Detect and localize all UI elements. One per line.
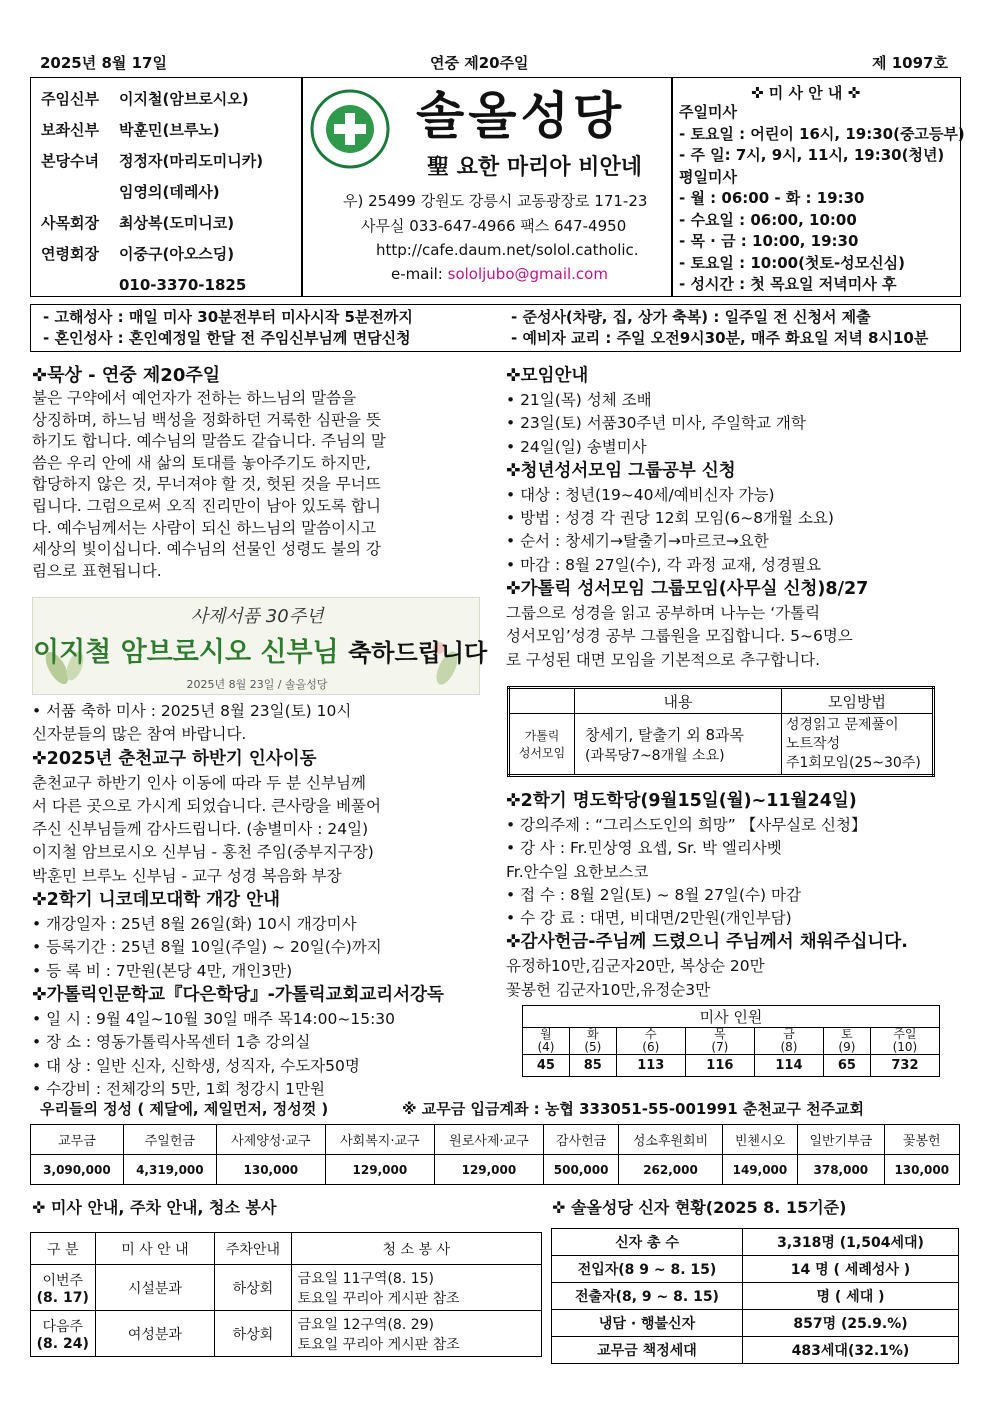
clergy-row — [41, 146, 301, 177]
mass-line: - 성시간 : 첫 목요일 저녁미사 후 — [679, 275, 897, 293]
service-head: 청 소 봉 사 — [291, 1233, 541, 1265]
left-line: • 일 시 : 9월 4일~10월 30일 매주 목14:00~15:30 — [32, 1009, 396, 1028]
attendance-day — [823, 1028, 870, 1055]
offering-head: 주일헌금 — [123, 1125, 216, 1155]
meditation-line: 립니다. 그럼으로써 오직 진리만이 남아 있도록 합니 — [32, 496, 381, 515]
meditation-line: 세상의 빛이십니다. 예수님의 선물인 성령도 불의 강 — [32, 540, 381, 559]
clergy-role: 주임신부 — [41, 90, 99, 108]
offering-value: 262,000 — [619, 1155, 722, 1185]
mass-line: 주일미사 — [679, 103, 737, 121]
right-mid-heading: ✜감사헌금-주님께 드렸으니 주님께서 채워주십니다. — [506, 932, 908, 953]
attendance-title: 미사 인원 — [523, 1006, 940, 1028]
offering-value: 3,090,000 — [31, 1155, 124, 1185]
right-top-line: • 마감 : 8월 27일(수), 각 과정 교재, 성경필요 — [506, 555, 821, 574]
clergy-role: 사목회장 — [41, 214, 99, 232]
clean-line: 금요일 11구역(8. 15) — [297, 1270, 434, 1287]
right-top-line: • 대상 : 청년(19~40세/예비신자 가능) — [506, 485, 775, 504]
offering-value: 130,000 — [884, 1155, 959, 1185]
right-announcements — [506, 364, 956, 672]
banner-sub: 2025년 8월 23일 / 솔올성당 — [186, 678, 328, 691]
right-top-heading: ✜가톨릭 성서모임 그룹모임(사무실 신청)8/27 — [506, 579, 869, 600]
banner-congrats: 축하드립니다 — [348, 639, 488, 667]
left-line: • 수강비 : 전체강의 5만, 1회 청강시 1만원 — [32, 1079, 325, 1098]
mass-line: - 월 : 06:00 - 화 : 19:30 — [679, 189, 865, 207]
clean-line: 토요일 꾸리아 게시판 참조 — [297, 1290, 460, 1307]
offering-title: 우리들의 정성 ( 제달에, 제일먼저, 정성껏 ) — [40, 1100, 329, 1118]
clergy-role: 보좌신부 — [41, 121, 99, 139]
service-title: ✜ 미사 안내, 주차 안내, 청소 봉사 — [32, 1198, 277, 1217]
right-mid-line: • 수 강 료 : 대면, 비대면/2만원(개인부담) — [506, 909, 792, 928]
clergy-name: 정정자(마리도미니카) — [119, 152, 264, 170]
day-name: 화 — [587, 1027, 599, 1041]
offering-value: 4,319,000 — [123, 1155, 216, 1185]
day-name: 금 — [783, 1027, 795, 1041]
left-line: • 개강일자 : 25년 8월 26일(화) 10시 개강미사 — [32, 915, 357, 934]
attendance-count: 65 — [823, 1055, 870, 1077]
clergy-row — [41, 239, 301, 270]
offering-head: 성소후원회비 — [619, 1125, 722, 1155]
meditation-line: 씀은 우리 안에 새 삶의 토대를 놓아주기도 하지만, — [32, 453, 371, 472]
mass-title: ✜ 미 사 안 내 ✜ — [751, 84, 861, 102]
clergy-name: 이지철(암브로시오) — [119, 90, 249, 108]
members-row — [552, 1229, 959, 1256]
email-label: e-mail: — [391, 265, 443, 283]
meditation-text — [32, 388, 480, 582]
mass-line: - 토요일 : 어린이 16시, 19:30(중고등부) — [679, 124, 965, 143]
clergy-row — [41, 84, 301, 115]
day-date: (7) — [711, 1040, 729, 1054]
offering-table — [30, 1124, 960, 1185]
members-key: 전입자(8 9 ~ 8. 15) — [552, 1256, 743, 1283]
notice-confession: - 고해성사 : 매일 미사 30분전부터 미사시작 5분전까지 — [43, 308, 413, 326]
clean-line: 토요일 꾸리아 게시판 참조 — [297, 1336, 460, 1353]
members-table — [551, 1228, 959, 1364]
attendance-count: 45 — [523, 1055, 570, 1077]
table-row-content: 창세기, 탈출기 외 8과목 (과목당7~8개월 소요) — [575, 714, 782, 776]
clergy-row — [41, 115, 301, 146]
service-row — [31, 1311, 542, 1357]
members-key: 전출자(8, 9 ~ 8. 15) — [552, 1283, 743, 1310]
right-top-heading: ✜청년성서모임 그룹공부 신청 — [506, 460, 736, 481]
clergy-role: 연령회장 — [41, 245, 99, 263]
clergy-list — [41, 84, 301, 301]
day-name: 월 — [540, 1027, 552, 1041]
banner-priest-name: 이지철 암브로시오 신부님 — [33, 637, 339, 668]
service-parking: 하상회 — [215, 1265, 291, 1311]
right-mid-line: 유정하10만,김군자20만, 복상순 20만 — [506, 957, 765, 976]
offering-head: 사제양성·교구 — [216, 1125, 325, 1155]
left-line: 춘천교구 하반기 인사 이동에 따라 두 분 신부님께 — [32, 773, 366, 792]
service-head: 구 분 — [31, 1233, 96, 1265]
service-cleaning — [291, 1265, 541, 1311]
service-week — [31, 1265, 96, 1311]
left-line: 이지철 암브로시오 신부님 - 홍천 주임(중부지구장) — [32, 843, 374, 862]
right-top-line: 성서모임’성경 공부 그룹원을 모집합니다. 5~6명으 — [506, 627, 853, 646]
day-name: 수 — [644, 1027, 657, 1041]
right-top-heading: ✜모임안내 — [506, 366, 589, 386]
meditation-line: 다. 예수님께서는 사람이 되신 하느님의 말씀이시고 — [32, 518, 376, 537]
banner-top: 사제서품 30주년 — [190, 606, 324, 627]
right-mid-line: • 강의주제 : “그리스도인의 희망” 【사무실로 신청】 — [506, 816, 867, 834]
attendance-day — [523, 1028, 570, 1055]
members-row — [552, 1310, 959, 1337]
left-line: 주신 신부님들께 감사드립니다. (송별미사 : 24일) — [32, 820, 369, 839]
issue-number: 제 1097호 — [872, 54, 948, 72]
attendance-day — [569, 1028, 616, 1055]
members-value: 483세대(32.1%) — [743, 1337, 959, 1364]
offering-head: 감사헌금 — [543, 1125, 618, 1155]
attendance-count: 116 — [685, 1055, 754, 1077]
week-label: 다음주 — [42, 1318, 84, 1335]
right-top-line: • 21일(목) 성체 조배 — [506, 391, 652, 409]
members-key: 신자 총 수 — [552, 1229, 743, 1256]
members-value: 명 ( 세대 ) — [743, 1283, 959, 1310]
offering-head: 원로사제·교구 — [434, 1125, 543, 1155]
attendance-count: 85 — [569, 1055, 616, 1077]
banner-main — [33, 630, 488, 669]
offering-value: 129,000 — [325, 1155, 434, 1185]
ordination-banner — [32, 597, 488, 695]
day-date: (8) — [780, 1040, 798, 1054]
right-mid-line: 꽃봉헌 김군자10만,유정순3만 — [506, 980, 711, 999]
sacrament-notices — [30, 304, 961, 352]
members-value: 3,318명 (1,504세대) — [743, 1229, 959, 1256]
church-email[interactable] — [391, 263, 608, 285]
offering-value: 378,000 — [798, 1155, 884, 1185]
left-line: 서 다른 곳으로 가시게 되었습니다. 큰사랑을 베풀어 — [32, 796, 381, 815]
members-value: 857명 (25.9.%) — [743, 1310, 959, 1337]
attendance-count: 732 — [870, 1055, 939, 1077]
right-mid-line: • 강 사 : Fr.민상영 요셉, Sr. 박 엘리사벳 — [506, 839, 782, 858]
service-head: 주차안내 — [215, 1233, 291, 1265]
clergy-name: 임영의(데레사) — [119, 183, 220, 201]
clean-line: 금요일 12구역(8. 29) — [297, 1316, 434, 1333]
left-line: • 등 록 비 : 7만원(본당 4만, 개인3만) — [32, 961, 293, 980]
notice-marriage: - 혼인성사 : 혼인예정일 한달 전 주임신부님께 면담신청 — [43, 329, 411, 347]
table-row-label: 가톨릭 성서모임 — [509, 714, 575, 776]
offering-value: 129,000 — [434, 1155, 543, 1185]
masthead — [30, 77, 965, 297]
right-mid-heading: ✜2학기 명도학당(9월15일(월)~11월24일) — [506, 791, 857, 811]
meditation-line: 불은 구약에서 예언자가 전하는 하느님의 말씀을 — [32, 389, 357, 407]
patron-saint: 聖 요한 마리아 비안네 — [427, 155, 642, 180]
church-name: 솔올성당 — [416, 87, 626, 145]
left-heading: ✜2학기 니코데모대학 개강 안내 — [32, 890, 280, 911]
service-mass: 여성분과 — [95, 1311, 215, 1357]
offering-head: 사회복지·교구 — [325, 1125, 434, 1155]
service-week — [31, 1311, 96, 1357]
left-line: 박훈민 브루노 신부님 - 교구 성경 복음화 부장 — [32, 866, 342, 885]
meditation-line: 하기도 합니다. 예수님의 말씀도 같습니다. 주님의 말 — [32, 432, 386, 451]
week-label: 이번주 — [42, 1272, 84, 1289]
members-row — [552, 1337, 959, 1364]
right-top-line: 로 구성된 대면 모임을 기본적으로 추구합니다. — [506, 650, 821, 669]
church-phone: 사무실 033-647-4966 팩스 647-4950 — [361, 217, 627, 235]
clergy-row — [41, 208, 301, 239]
offering-head: 빈첸시오 — [722, 1125, 797, 1155]
service-table — [30, 1232, 542, 1357]
church-logo — [309, 88, 391, 170]
day-name: 주일 — [893, 1027, 917, 1041]
right-mid-line: Fr.안수일 요한보스코 — [506, 862, 649, 881]
meditation-title: ✜묵상 - 연중 제20주일 — [32, 365, 221, 386]
clergy-name: 010-3370-1825 — [119, 276, 247, 294]
day-date: (5) — [584, 1040, 602, 1054]
service-mass: 시설분과 — [95, 1265, 215, 1311]
table-head-content: 내용 — [575, 688, 782, 714]
service-cleaning — [291, 1311, 541, 1357]
right-mid-line: • 접 수 : 8월 2일(토) ~ 8월 27일(수) 마감 — [506, 885, 801, 904]
right-top-line: • 순서 : 창세기→탈출기→마르코→요한 — [506, 532, 769, 551]
members-key: 냉담 · 행불신자 — [552, 1310, 743, 1337]
notice-catechumen: - 예비자 교리 : 주일 오전9시30분, 매주 화요일 저녁 8시10분 — [511, 329, 929, 347]
members-value: 14 명 ( 세례성사 ) — [743, 1256, 959, 1283]
offering-value: 500,000 — [543, 1155, 618, 1185]
offering-value: 149,000 — [722, 1155, 797, 1185]
left-line: • 장 소 : 영동가톨릭사목센터 1층 강의실 — [32, 1033, 311, 1052]
mass-line: - 토요일 : 10:00(첫토-성모신심) — [679, 253, 905, 272]
service-parking: 하상회 — [215, 1311, 291, 1357]
attendance-day — [685, 1028, 754, 1055]
offering-value: 130,000 — [216, 1155, 325, 1185]
attendance-day — [616, 1028, 685, 1055]
attendance-count: 114 — [754, 1055, 823, 1077]
day-date: (4) — [537, 1040, 555, 1054]
attendance-day — [870, 1028, 939, 1055]
members-title: ✜ 솔올성당 신자 현황(2025 8. 15기준) — [552, 1198, 847, 1217]
members-key: 교무금 책정세대 — [552, 1337, 743, 1364]
table-row-method: 성경읽고 문제풀이 노트작성 주1회모임(25~30주) — [782, 714, 934, 776]
clergy-role: 본당수녀 — [41, 152, 99, 170]
mass-line: - 주 일: 7시, 9시, 11시, 19:30(청년) — [679, 146, 945, 164]
left-heading: ✜2025년 춘천교구 하반기 인사이동 — [32, 748, 317, 769]
service-row — [31, 1265, 542, 1311]
day-name: 목 — [714, 1027, 726, 1041]
week-date: (8. 17) — [36, 1289, 89, 1306]
table-head-method: 모임방법 — [782, 688, 934, 714]
mass-schedule — [679, 102, 965, 296]
clergy-name: 박훈민(브루노) — [119, 121, 220, 139]
mass-line: - 수요일 : 06:00, 10:00 — [679, 210, 857, 229]
members-row — [552, 1256, 959, 1283]
mass-attendance-table — [522, 1005, 940, 1077]
offering-head: 일반기부금 — [798, 1125, 884, 1155]
service-head: 미 사 안 내 — [95, 1233, 215, 1265]
issue-date: 2025년 8월 17일 — [40, 54, 167, 72]
liturgical-week: 연중 제20주일 — [430, 54, 529, 72]
left-line: 신자분들의 많은 참여 바랍니다. — [32, 725, 247, 744]
day-date: (6) — [642, 1040, 660, 1054]
clergy-row — [41, 270, 301, 301]
day-date: (9) — [838, 1040, 856, 1054]
meditation-line: 림으로 표현됩니다. — [32, 561, 162, 580]
email-address[interactable]: sololjubo@gmail.com — [447, 265, 608, 283]
meditation-line: 합당하지 않은 것, 무너져야 할 것, 헛된 것을 무너뜨 — [32, 475, 381, 494]
members-row — [552, 1283, 959, 1310]
offering-head: 교무금 — [31, 1125, 124, 1155]
right-top-line: • 23일(토) 서품30주년 미사, 주일학교 개학 — [506, 414, 806, 433]
offering-head: 꽃봉헌 — [884, 1125, 959, 1155]
clergy-row — [41, 177, 301, 208]
mass-line: - 목 · 금 : 10:00, 19:30 — [679, 232, 859, 250]
right-top-line: 그룹으로 성경을 읽고 공부하며 나누는 ‘가톨릭 — [506, 604, 821, 623]
attendance-count: 113 — [616, 1055, 685, 1077]
offering-account: ※ 교무금 입금계좌 : 농협 333051-55-001991 춘천교구 천주교회 — [402, 1100, 865, 1118]
day-name: 토 — [841, 1027, 853, 1041]
clergy-name: 최상복(도미니코) — [119, 214, 235, 232]
right-announcements-2 — [506, 789, 956, 1002]
clergy-name: 이중구(아오스딩) — [119, 245, 235, 263]
day-date: (10) — [892, 1040, 918, 1054]
left-heading: ✜가톨릭인문학교『다은학당』-가톨릭교회교리서강독 — [32, 984, 444, 1005]
left-line: • 대 상 : 일반 신자, 신학생, 성직자, 수도자50명 — [32, 1056, 360, 1075]
church-address: 우) 25499 강원도 강릉시 교동광장로 171-23 — [343, 192, 648, 210]
church-url[interactable]: http://cafe.daum.net/solol.catholic. — [376, 241, 639, 259]
week-date: (8. 24) — [36, 1335, 89, 1352]
meditation-line: 상징하며, 하느님 백성을 정화하던 거룩한 심판을 뜻 — [32, 410, 381, 429]
right-top-line: • 24일(일) 송별미사 — [506, 437, 647, 456]
right-top-line: • 방법 : 성경 각 권당 12회 모임(6~8개월 소요) — [506, 509, 834, 528]
bible-study-table — [507, 686, 935, 777]
left-line: • 서품 축하 미사 : 2025년 8월 23일(토) 10시 — [32, 702, 352, 720]
mass-line: 평일미사 — [679, 167, 737, 186]
notice-blessing: - 준성사(차량, 집, 상가 축복) : 일주일 전 신청서 제출 — [511, 308, 871, 326]
left-announcements — [32, 700, 502, 1101]
attendance-day — [754, 1028, 823, 1055]
left-line: • 등록기간 : 25년 8월 10일(주일) ~ 20일(수)까지 — [32, 938, 382, 957]
